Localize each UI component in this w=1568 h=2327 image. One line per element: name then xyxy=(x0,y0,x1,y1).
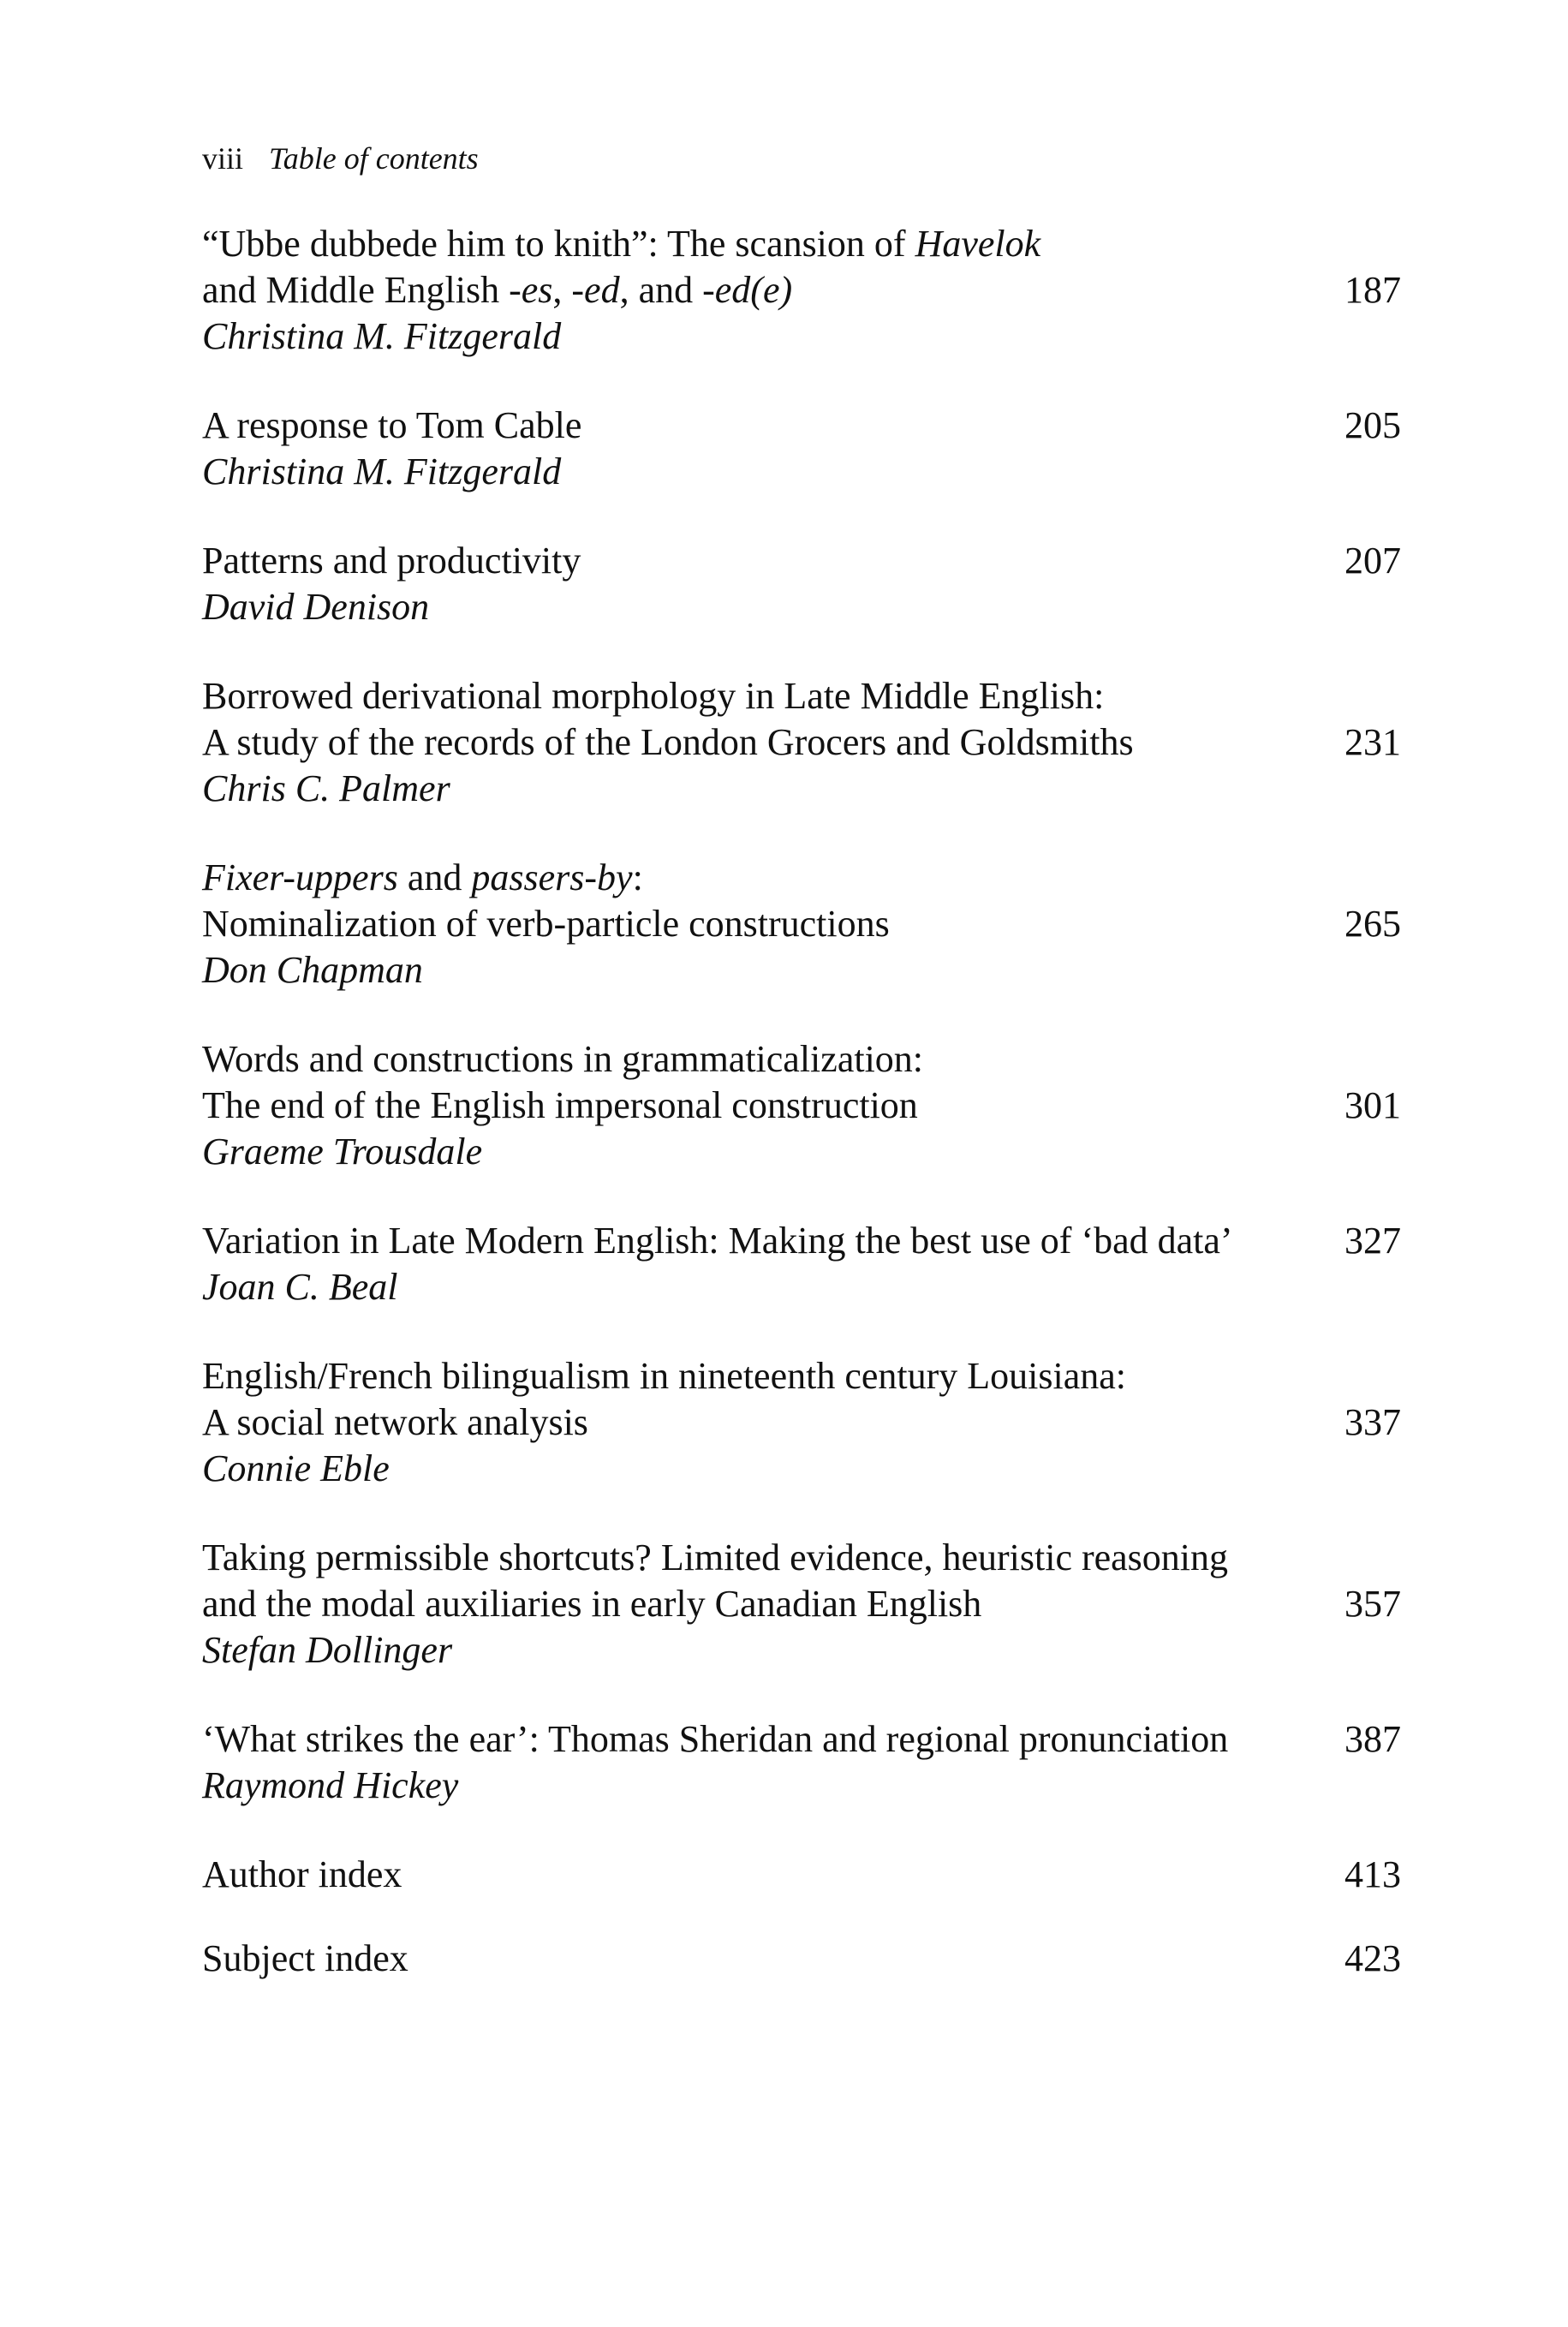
toc-entry[interactable] xyxy=(202,403,1401,495)
toc-entry[interactable] xyxy=(202,1535,1401,1674)
entry-title-line: English/French bilingualism in nineteenth century Louisiana: xyxy=(202,1355,1127,1397)
entry-page-number: 187 xyxy=(1344,269,1401,311)
entry-page-number: 413 xyxy=(1344,1853,1401,1895)
toc-entry[interactable] xyxy=(202,673,1401,812)
toc-entry-author-index[interactable] xyxy=(202,1852,1401,1898)
entry-title-line: Nominalization of verb-particle constructions xyxy=(202,903,890,945)
toc-entry[interactable] xyxy=(202,1716,1401,1809)
toc-entry[interactable] xyxy=(202,1036,1401,1175)
entry-title-line: Words and constructions in grammaticalization: xyxy=(202,1038,924,1080)
entry-title-line: A social network analysis xyxy=(202,1401,588,1443)
toc-entry-subject-index[interactable] xyxy=(202,1936,1401,1982)
entry-author: Raymond Hickey xyxy=(202,1764,459,1806)
entry-author: David Denison xyxy=(202,586,430,628)
entry-title-line: The end of the English impersonal construction xyxy=(202,1084,918,1126)
entry-author: Chris C. Palmer xyxy=(202,767,450,809)
entry-page-number: 301 xyxy=(1344,1084,1401,1126)
entry-page-number: 205 xyxy=(1344,404,1401,446)
entry-author: Stefan Dollinger xyxy=(202,1629,453,1671)
toc-entry[interactable] xyxy=(202,1353,1401,1492)
entry-page-number: 231 xyxy=(1344,721,1401,763)
running-head xyxy=(202,135,479,182)
entry-title-line: Taking permissible shortcuts? Limited evidence, heuristic reasoning xyxy=(202,1536,1229,1578)
entry-author: Christina M. Fitzgerald xyxy=(202,450,562,492)
entry-author: Graeme Trousdale xyxy=(202,1131,483,1172)
toc-entry[interactable] xyxy=(202,221,1401,360)
folio-number: viii xyxy=(202,141,244,176)
entry-page-number: 387 xyxy=(1344,1718,1401,1760)
entry-author: Christina M. Fitzgerald xyxy=(202,315,562,357)
entry-title: ‘What strikes the ear’: Thomas Sheridan and regional pronunciation xyxy=(202,1718,1229,1760)
entry-title: Subject index xyxy=(202,1937,408,1979)
toc-entry[interactable] xyxy=(202,855,1401,993)
entry-page-number: 327 xyxy=(1344,1220,1401,1262)
toc-entry[interactable] xyxy=(202,1218,1401,1310)
entry-title-line: A study of the records of the London Grocers and Goldsmiths xyxy=(202,721,1134,763)
entry-title: Patterns and productivity xyxy=(202,540,581,582)
entry-title-line: and the modal auxiliaries in early Canadian English xyxy=(202,1583,982,1625)
entry-title: Variation in Late Modern English: Making the best use of ‘bad data’ xyxy=(202,1220,1233,1262)
entry-author: Don Chapman xyxy=(202,949,423,991)
entry-author: Joan C. Beal xyxy=(202,1266,398,1308)
entry-page-number: 423 xyxy=(1344,1937,1401,1979)
entry-title-line: Borrowed derivational morphology in Late Middle English: xyxy=(202,675,1105,717)
entry-title-line: and Middle English -es, -ed, and -ed(e) xyxy=(202,269,793,311)
entry-page-number: 337 xyxy=(1344,1401,1401,1443)
table-of-contents xyxy=(202,221,1401,1982)
entry-title-line: “Ubbe dubbede him to knith”: The scansion of Havelok xyxy=(202,223,1041,265)
entry-author: Connie Eble xyxy=(202,1447,390,1489)
entry-page-number: 357 xyxy=(1344,1583,1401,1625)
toc-entry[interactable] xyxy=(202,538,1401,630)
entry-title: Author index xyxy=(202,1853,402,1895)
entry-title: A response to Tom Cable xyxy=(202,404,582,446)
entry-page-number: 207 xyxy=(1344,540,1401,582)
running-head-title: Table of contents xyxy=(269,141,479,176)
entry-page-number: 265 xyxy=(1344,903,1401,945)
entry-title-line: Fixer-uppers and passers-by: xyxy=(202,856,643,898)
